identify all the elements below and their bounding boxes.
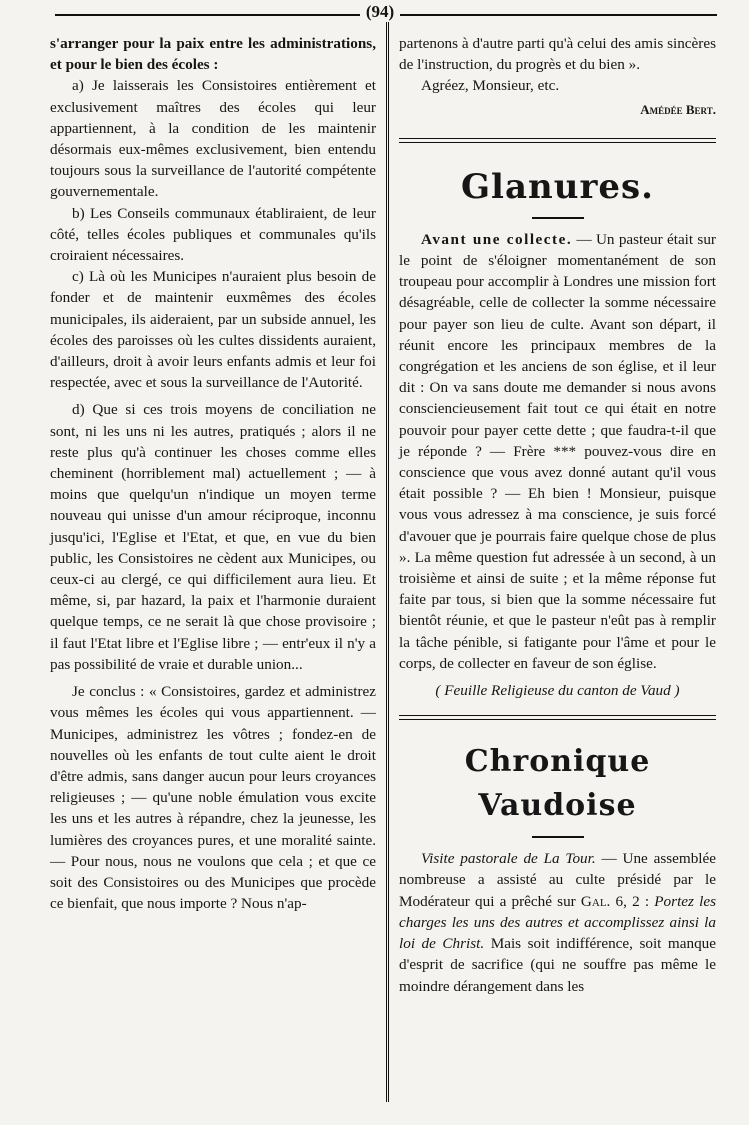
letter-continuation: partenons à d'autre parti qu'à celui des amis sincères de l'instruction, du progrès et du bien ». <box>399 35 716 74</box>
chronique-article <box>399 848 716 996</box>
section-divider <box>399 138 716 143</box>
page-number: (94) <box>365 2 395 21</box>
bible-quote: Portez les charges les uns des autres et accomplissez ainsi la loi de Christ. <box>399 892 716 953</box>
point-c: c) Là où les Municipes n'auraient plus besoin de fonder et de maintenir euxmêmes des écoles municipales, ils aideraient, par un subside annuel, les écoles des paroisses où les cultes dissidents auraient, d'ailleurs, droit à avoir leurs enfants admis et leur foi respectée, avec et sous la surveillance de l'Autorité. <box>50 268 376 392</box>
section-divider-2 <box>399 715 716 720</box>
article-body: — Un pasteur était sur le point de s'éloigner momentanément de son troupeau pour accomplir à Londres une mission fort désagréable, celle de collecter la somme nécessaire pour payer son lieu de culte. Avant son départ, il réunit encore les principaux membres de la congrégation et les anciens de son église, et il leur dit : On va sans doute me demander si nous avons consciencieusement fait tout ce qui était en notre pouvoir pour payer cette dette ; que faudra-t-il que je réponde ? — Frère *** pouvez-vous dire en conscience que vous avez donné autant qu'il vous était possible ? — Eh bien ! Monsieur, puisque vous vous adressez à ma conscience, je suis forcé d'avouer que je pourrais faire quelque chose de plus ». La même question fut adressée à un second, à un troisième et ainsi de suite ; et la même réponse fut faite par tous, si bien que la somme nécessaire fut bientôt réunie, et que le pasteur n'eût pas à remplir la tâche pénible, si fatigante pour l'âme et pour le corps, de collecter en faveur de son église. <box>399 230 716 672</box>
title-underline <box>532 217 584 219</box>
signature: Amédée Bert. <box>640 101 716 117</box>
right-column <box>399 33 716 997</box>
intro-paragraph: s'arranger pour la paix entre les administrations, et pour le bien des écoles : <box>50 35 376 74</box>
title-underline-2 <box>532 836 584 838</box>
glanures-article <box>399 229 716 674</box>
point-b: b) Les Conseils communaux établiraient, de leur côté, telles écoles publiques et communales qu'ils croiraient nécessaires. <box>50 204 376 265</box>
section-title-chronique: Chronique Vaudoise <box>464 744 651 824</box>
article-lead: Avant une collecte. <box>421 230 573 248</box>
column-separator <box>386 22 389 1102</box>
left-column <box>50 33 376 914</box>
chronique-text-c: Mais soit indifférence, soit manque d'esprit de sacrifice (qui ne souffre pas même le moindre dérangement dans les <box>399 935 716 995</box>
header-rule-right <box>400 14 717 16</box>
chronique-lead: Visite pastorale de La Tour. <box>421 850 596 868</box>
section-title-glanures: Glanures. <box>461 166 654 207</box>
point-a: a) Je laisserais les Consistoires entièrement et exclusivement maîtres des écoles qui leur appartiennent, à la condition de les maintenir désormais eux-mêmes exclusivement, bien entendu toujours sous la surveillance de l'autorité compétente gouvernementale. <box>50 77 376 201</box>
chronique-text-b: : <box>639 892 655 910</box>
conclusion-paragraph: Je conclus : « Consistoires, gardez et administrez vous mêmes les écoles qui vous appartiennent. — Municipes, administrez les vôtres ; fondez-en de nouvelles où les enfants de tout culte aient le droit d'être admis, sans danger aucun pour leurs croyances religieuses ; — qu'une noble émulation vous excite les uns et les autres à répandre, chez la jeunesse, les lumières des croyances pures, et une moralité sainte. — Pour nous, nous ne voulons que cela ; et que ce soit des Consistoires ou des Municipes que procède ce bienfait, que nous importe ? Nous n'ap- <box>50 683 376 913</box>
point-d: d) Que si ces trois moyens de conciliation ne sont, ni les uns ni les autres, pratiqués ; alors il ne reste plus qu'à continuer les choses comme elles cheminent (horriblement mal) actuellement ; — à moins que quelqu'un n'indique un moyen terme nouveau qui unisse d'un amour réciproque, inconnu jusqu'ici, l'Eglise et l'Etat, et que, en vue du bien public, les Consistoires ne cèdent aux Municipes, ou ceux-ci au clergé, ce qui difficilement aura lieu. Et même, si, par hazard, la paix et l'harmonie duraient quelque temps, ce ne serait là que chose provisoire ; il faut l'Etat libre et l'Eglise libre ; — entr'eux il n'y a pas possibilité de vraie et durable union... <box>50 401 376 673</box>
header-rule-left <box>55 14 360 16</box>
closing-salutation: Agréez, Monsieur, etc. <box>421 77 560 95</box>
chronique-text-a: — Une assemblée nombreuse a assisté au culte présidé par le Modérateur qui a prêché sur <box>399 850 716 910</box>
bible-reference: Gal. 6, 2 <box>580 892 640 910</box>
article-source: ( Feuille Religieuse du canton de Vaud ) <box>435 682 680 700</box>
